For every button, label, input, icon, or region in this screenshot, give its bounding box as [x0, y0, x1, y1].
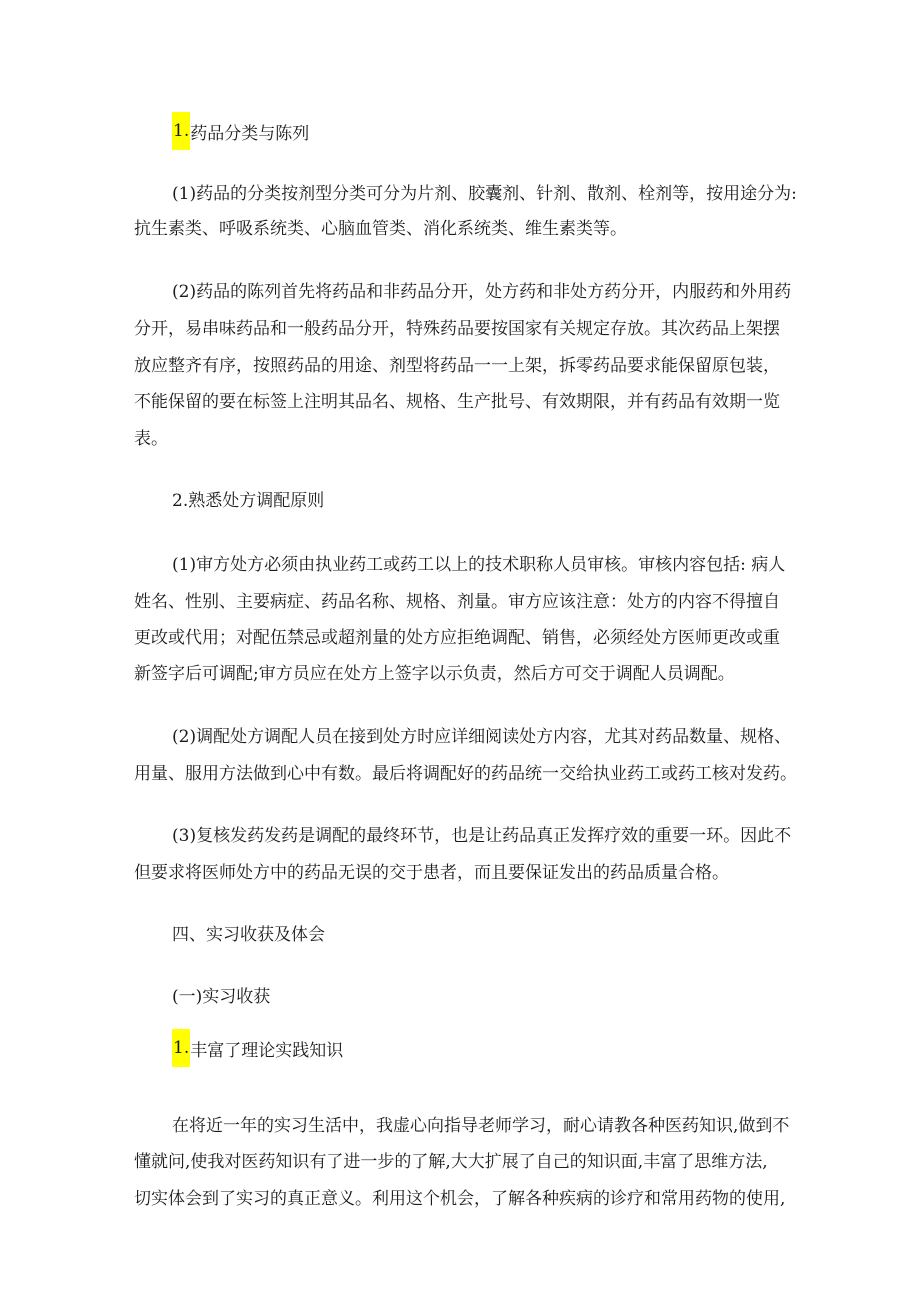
paragraph-line: (3)复核发药发药是调配的最终环节，也是让药品真正发挥疗效的重要一环。因此不: [172, 826, 792, 846]
paragraph-line: 在将近一年的实习生活中，我虚心向指导老师学习，耐心请教各种医药知识,做到不: [172, 1116, 790, 1136]
subsection-heading: (一)实习收获: [172, 987, 271, 1007]
paragraph-line: 放应整齐有序，按照药品的用途、剂型将药品一一上架，拆零药品要求能保留原包装，: [134, 356, 780, 376]
paragraph-line: 抗生素类、呼吸系统类、心脑血管类、消化系统类、维生素类等。: [134, 219, 627, 239]
paragraph-line: (1)审方处方必须由执业药工或药工以上的技术职称人员审核。审核内容包括: 病人: [172, 555, 786, 575]
paragraph-line: (1)药品的分类按剂型分类可分为片剂、胶囊剂、针剂、散剂、栓剂等，按用途分为:: [172, 184, 797, 204]
section-heading-internship-gains: 四、实习收获及体会: [172, 925, 325, 945]
paragraph-line: 表。: [134, 429, 168, 449]
paragraph-line: 姓名、性别、主要病症、药品名称、规格、剂量。审方应该注意：处方的内容不得擅自: [134, 592, 780, 612]
paragraph-line: 用量、服用方法做到心中有数。最后将调配好的药品统一交给执业药工或药工核对发药。: [134, 764, 797, 784]
item-heading-enriched-knowledge: [172, 1032, 343, 1070]
section-heading-prescription-principles: 2.熟悉处方调配原则: [172, 491, 325, 511]
paragraph-line: 分开，易串味药品和一般药品分开，特殊药品要按国家有关规定存放。其次药品上架摆: [134, 319, 780, 339]
highlighted-number: 1.: [172, 112, 190, 150]
paragraph-line: 不能保留的要在标签上注明其品名、规格、生产批号、有效期限，并有药品有效期一览: [134, 392, 780, 412]
heading-text: 药品分类与陈列: [190, 124, 310, 144]
paragraph-line: (2)调配处方调配人员在接到处方时应详细阅读处方内容，尤其对药品数量、规格、: [172, 727, 792, 747]
paragraph-line: 更改或代用；对配伍禁忌或超剂量的处方应拒绝调配、销售，必须经处方医师更改或重: [134, 628, 780, 648]
paragraph-line: 切实体会到了实习的真正意义。利用这个机会，了解各种疾病的诊疗和常用药物的使用,: [134, 1189, 786, 1209]
section-heading-drug-classification: [172, 115, 309, 153]
paragraph-line: (2)药品的陈列首先将药品和非药品分开，处方药和非处方药分开，内服药和外用药: [172, 282, 792, 302]
highlighted-number: 1.: [172, 1029, 190, 1067]
heading-text: 丰富了理论实践知识: [190, 1041, 344, 1061]
paragraph-line: 新签字后可调配;审方员应在处方上签字以示负责，然后方可交于调配人员调配。: [134, 664, 735, 684]
paragraph-line: 懂就问,使我对医药知识有了进一步的了解,大大扩展了自己的知识面,丰富了思维方法,: [134, 1152, 768, 1172]
paragraph-line: 但要求将医师处方中的药品无误的交于患者，而且要保证发出的药品质量合格。: [134, 863, 729, 883]
